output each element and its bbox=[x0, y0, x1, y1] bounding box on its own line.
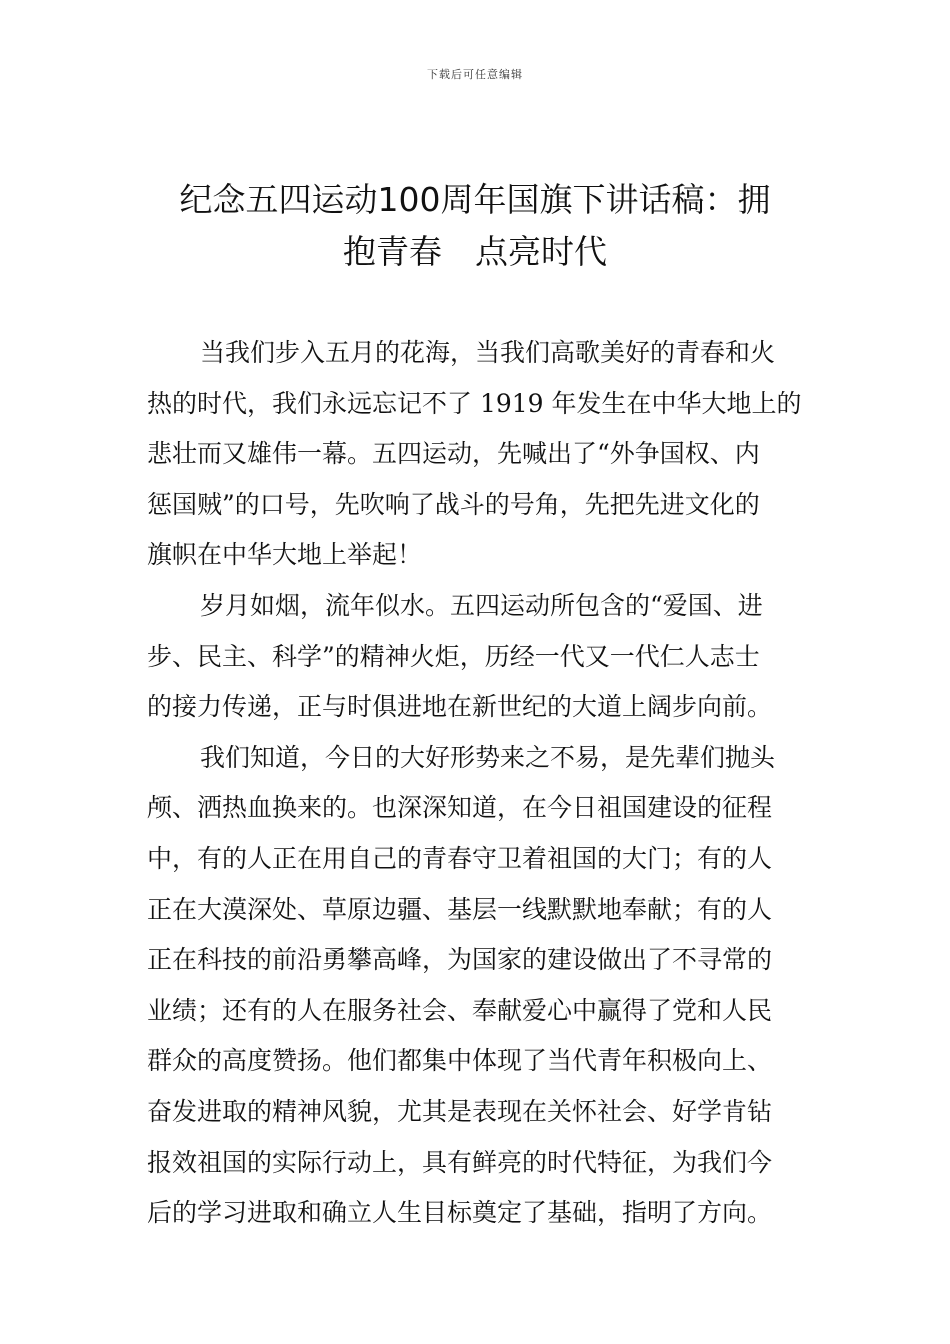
text-line: 的接力传递，正与时俱进地在新世纪的大道上阔步向前。 bbox=[147, 692, 773, 722]
text-line: 当我们步入五月的花海，当我们高歌美好的青春和火 bbox=[200, 338, 776, 367]
document-title bbox=[150, 174, 800, 278]
text-line: 岁月如烟，流年似水。五四运动所包含的“爱国、进 bbox=[200, 590, 763, 620]
text-line: 热的时代，我们永远忘记不了 1919 年发生在中华大地上的 bbox=[147, 388, 802, 418]
paragraph-1 bbox=[147, 328, 807, 581]
paragraph-2 bbox=[147, 581, 807, 733]
text-line: 业绩；还有的人在服务社会、奉献爱心中赢得了党和人民 bbox=[147, 995, 773, 1025]
text-line: 正在大漠深处、草原边疆、基层一线默默地奉献；有的人 bbox=[147, 894, 773, 924]
text-line: 惩国贼”的口号，先吹响了战斗的号角，先把先进文化的 bbox=[147, 489, 760, 519]
text-line: 颅、洒热血换来的。也深深知道，在今日祖国建设的征程 bbox=[147, 793, 773, 823]
text-line: 悲壮而又雄伟一幕。五四运动，先喊出了“外争国权、内 bbox=[147, 439, 760, 469]
text-line: 报效祖国的实际行动上，具有鲜亮的时代特征，为我们今 bbox=[147, 1147, 773, 1177]
text-line: 步、民主、科学”的精神火炬，历经一代又一代仁人志士 bbox=[147, 641, 760, 671]
text-line: 我们知道，今日的大好形势来之不易，是先辈们抛头 bbox=[200, 742, 776, 772]
paragraph-3 bbox=[147, 733, 807, 1239]
text-line: 群众的高度赞扬。他们都集中体现了当代青年积极向上、 bbox=[147, 1046, 773, 1076]
text-line: 中，有的人正在用自己的青春守卫着祖国的大门；有的人 bbox=[147, 843, 773, 873]
title-line: 抱青春 点亮时代 bbox=[343, 232, 607, 271]
text-line: 旗帜在中华大地上举起！ bbox=[147, 540, 423, 570]
text-line: 正在科技的前沿勇攀高峰，为国家的建设做出了不寻常的 bbox=[147, 945, 773, 975]
document-body bbox=[147, 328, 807, 1239]
text-line: 奋发进取的精神风貌，尤其是表现在关怀社会、好学肯钻 bbox=[147, 1096, 773, 1126]
text-line: 后的学习进取和确立人生目标奠定了基础，指明了方向。 bbox=[147, 1198, 773, 1228]
title-line: 纪念五四运动100周年国旗下讲话稿：拥 bbox=[179, 180, 771, 219]
header-note: 下载后可任意编辑 bbox=[427, 68, 523, 81]
